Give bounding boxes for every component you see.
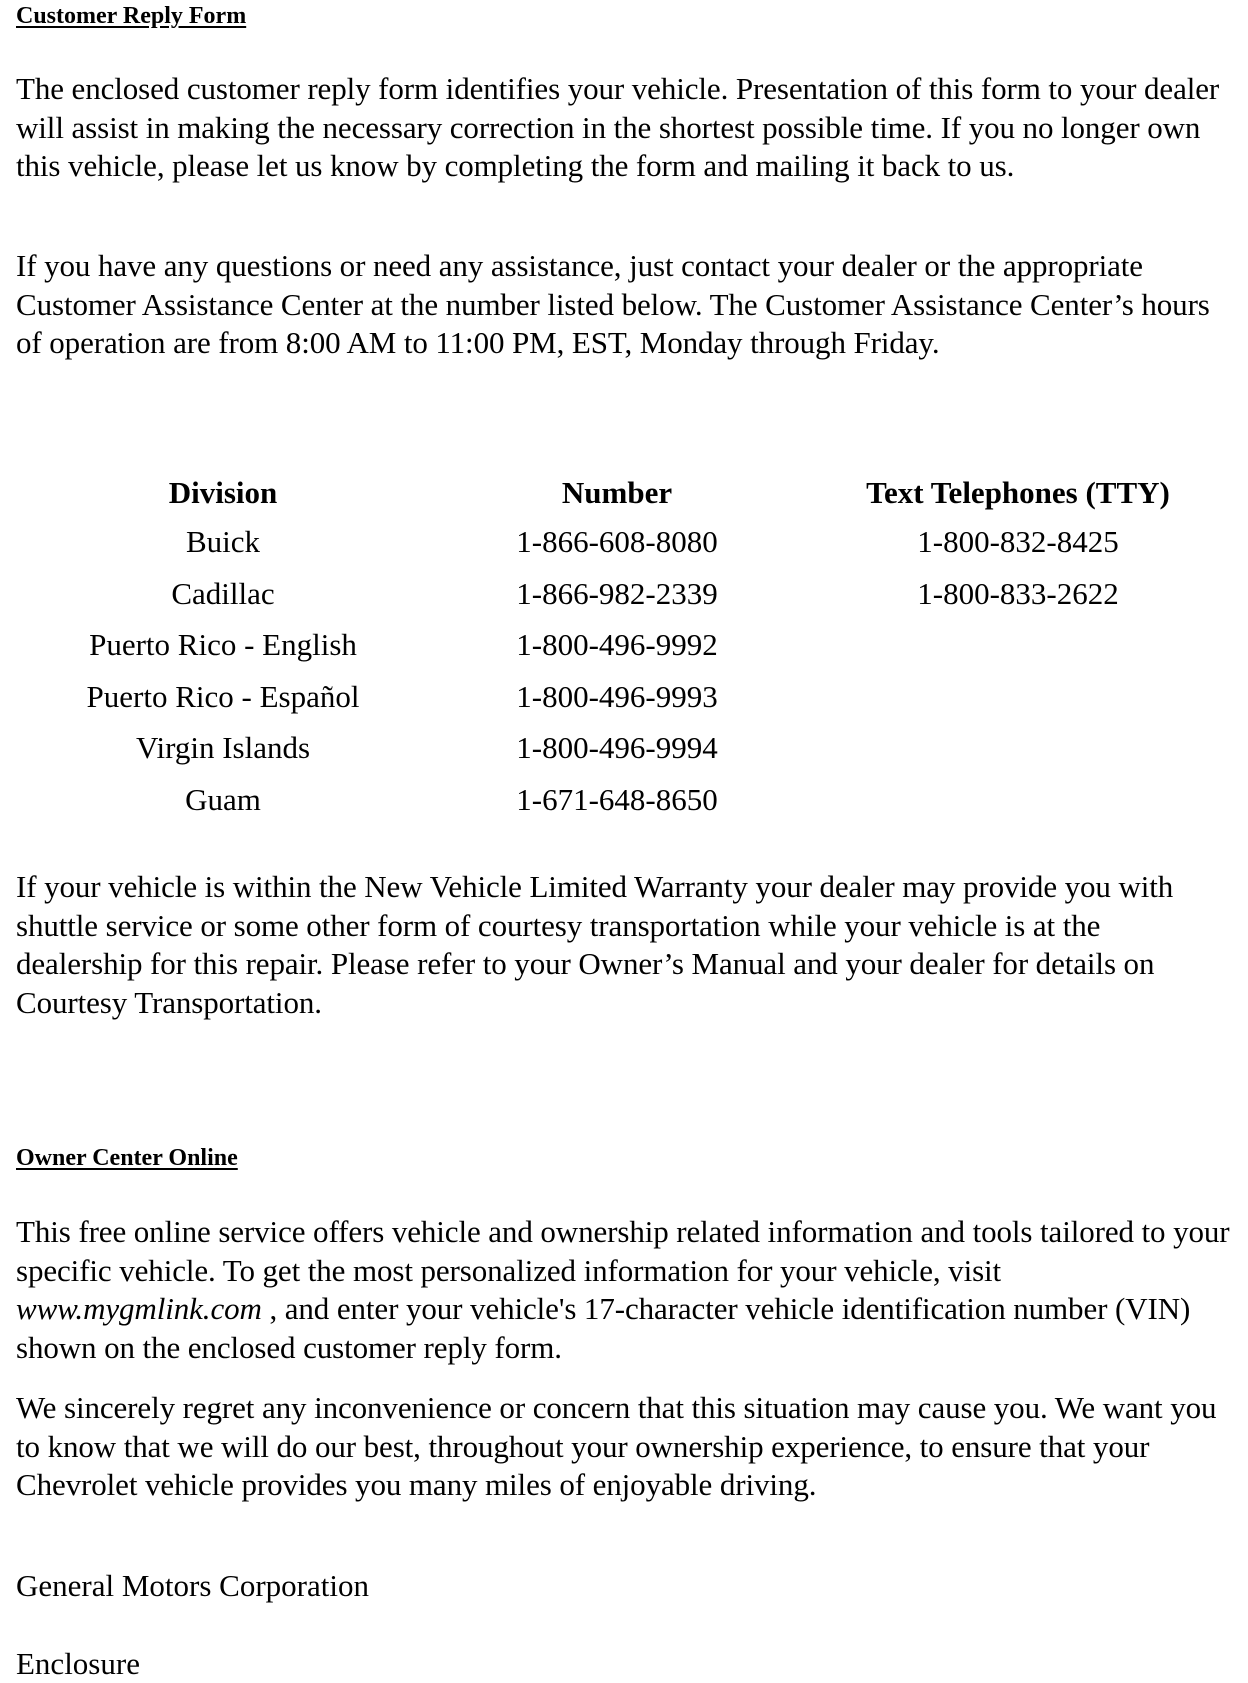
number-cell: 1-800-496-9992 <box>516 627 718 662</box>
warranty-paragraph: If your vehicle is within the New Vehicle Limited Warranty your dealer may provide you with shuttle service or some other form of courtesy transportation while your vehicle is at the dealership for this repair. Please refer to your Owner’s Manual and your dealer for details on Courtesy Transportation. <box>16 869 1174 1020</box>
division-cell: Virgin Islands <box>135 730 311 765</box>
table-row <box>16 568 1232 620</box>
division-cell: Puerto Rico - English <box>89 627 357 662</box>
tty-cell <box>804 671 1232 723</box>
owner-center-text-start: This free online service offers vehicle and ownership related information and tools tailored to your specific vehicle. To get the most personalized information for your vehicle, visit <box>16 1214 1230 1288</box>
division-cell: Puerto Rico - Español <box>86 678 360 714</box>
table-row <box>16 619 1232 671</box>
tty-cell <box>804 619 1232 671</box>
regret-paragraph: We sincerely regret any inconvenience or concern that this situation may cause you. We want you to know that we will do our best, throughout your ownership experience, to ensure that your Chevrolet vehicle provides you many miles of enjoyable driving. <box>16 1390 1217 1502</box>
division-cell: Buick <box>185 524 261 559</box>
owner-center-paragraph <box>16 1213 1232 1367</box>
table-row <box>16 671 1232 723</box>
contact-table <box>16 470 1232 825</box>
division-header: Division <box>168 475 278 510</box>
enclosure-label: Enclosure <box>16 1646 140 1681</box>
table-row <box>16 774 1232 826</box>
tty-cell <box>804 774 1232 826</box>
number-cell: 1-800-496-9994 <box>516 730 718 765</box>
reply-form-paragraph: The enclosed customer reply form identifies your vehicle. Presentation of this form to your dealer will assist in making the necessary correction in the shortest possible time. If you no longer own this vehicle, please let us know by completing the form and mailing it back to us. <box>16 71 1220 183</box>
contact-table-header <box>16 470 1232 516</box>
customer-reply-form-heading: Customer Reply Form <box>16 3 247 29</box>
owner-center-text-end: , and enter your vehicle's 17-character vehicle identification number (VIN) shown on the enclosed customer reply form. <box>16 1291 1191 1365</box>
owner-center-online-heading: Owner Center Online <box>16 1145 238 1171</box>
division-cell: Guam <box>185 781 261 817</box>
number-cell: 1-866-608-8080 <box>516 524 718 559</box>
tty-cell: 1-800-833-2622 <box>917 575 1119 611</box>
division-cell: Cadillac <box>171 575 275 611</box>
tty-cell <box>804 722 1232 774</box>
mygmlink-link[interactable]: www.mygmlink.com <box>16 1291 262 1326</box>
number-cell: 1-671-648-8650 <box>516 781 718 817</box>
assistance-paragraph: If you have any questions or need any assistance, just contact your dealer or the appropriate Customer Assistance Center at the number listed below. The Customer Assistance Center’s hours of operation are from 8:00 AM to 11:00 PM, EST, Monday through Friday. <box>16 248 1210 360</box>
tty-header: Text Telephones (TTY) <box>866 475 1170 510</box>
table-row <box>16 722 1232 774</box>
number-cell: 1-800-496-9993 <box>516 678 718 714</box>
tty-cell: 1-800-832-8425 <box>917 524 1119 559</box>
table-row <box>16 516 1232 568</box>
number-cell: 1-866-982-2339 <box>516 575 718 611</box>
number-header: Number <box>561 475 673 510</box>
signature: General Motors Corporation <box>16 1568 369 1603</box>
